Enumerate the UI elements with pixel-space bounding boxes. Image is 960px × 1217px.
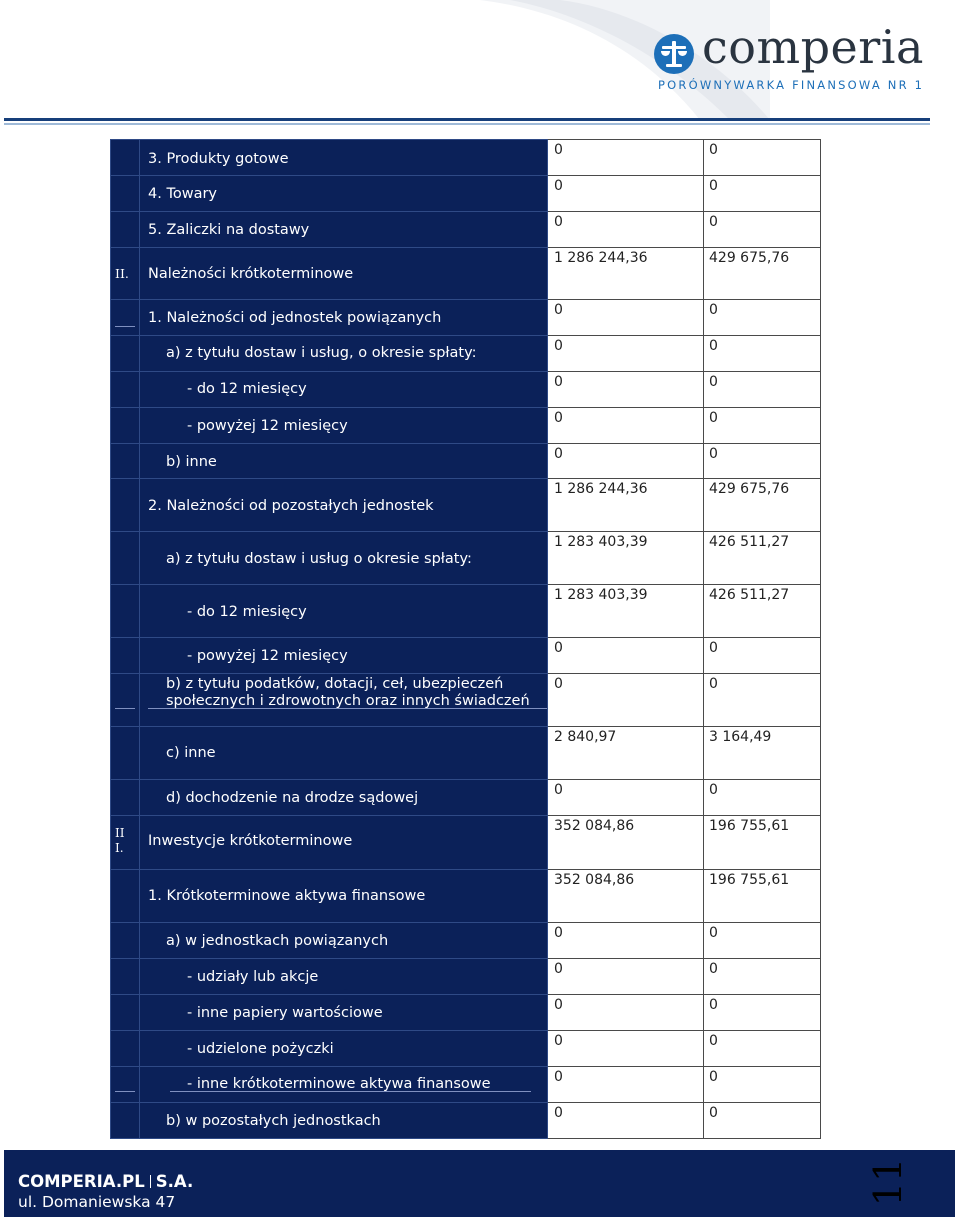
value-previous: 0	[709, 446, 718, 462]
value-cell-current	[548, 408, 704, 444]
row-label: a) z tytułu dostaw i usług, o okresie spłaty:	[166, 345, 477, 361]
value-current: 0	[554, 925, 563, 941]
value-current: 0	[554, 997, 563, 1013]
table-row	[111, 372, 821, 408]
row-label: Inwestycje krótkoterminowe	[148, 833, 353, 849]
row-label-cell	[140, 444, 548, 479]
row-label-cell	[140, 923, 548, 959]
row-number-cell	[111, 727, 140, 780]
value-cell-previous	[704, 532, 821, 585]
row-number-cell	[111, 176, 140, 212]
row-label: - udzielone pożyczki	[187, 1041, 334, 1057]
row-label-cell	[140, 1067, 548, 1103]
value-previous: 0	[709, 925, 718, 941]
row-number: III.	[115, 826, 125, 855]
row-label-cell	[140, 995, 548, 1031]
value-current: 0	[554, 410, 563, 426]
row-number-cell	[111, 959, 140, 995]
value-current: 0	[554, 374, 563, 390]
value-previous: 0	[709, 1069, 718, 1085]
footer-brand-suffix: S.A.	[155, 1172, 194, 1191]
row-label-cell	[140, 176, 548, 212]
table-row	[111, 176, 821, 212]
table-row	[111, 336, 821, 372]
value-cell-previous	[704, 176, 821, 212]
row-label: b) inne	[166, 454, 217, 470]
value-current: 0	[554, 1069, 563, 1085]
row-label: b) w pozostałych jednostkach	[166, 1113, 381, 1129]
value-cell-previous	[704, 300, 821, 336]
row-label: a) w jednostkach powiązanych	[166, 933, 389, 949]
value-cell-previous	[704, 212, 821, 248]
balance-sheet-table	[110, 139, 821, 1139]
row-number-cell	[111, 585, 140, 638]
page-number: 11	[866, 1157, 910, 1207]
row-label: - do 12 miesięcy	[187, 604, 307, 620]
row-label-cell	[140, 212, 548, 248]
table-row	[111, 408, 821, 444]
value-cell-current	[548, 816, 704, 870]
value-cell-previous	[704, 638, 821, 674]
value-previous: 0	[709, 142, 718, 158]
row-label-cell	[140, 674, 548, 727]
row-label: b) z tytułu podatków, dotacji, ceł, ubezpieczeń społecznych i zdrowotnych oraz innych świadczeń	[166, 676, 530, 709]
row-number-cell	[111, 816, 140, 870]
value-cell-current	[548, 212, 704, 248]
row-number-cell	[111, 638, 140, 674]
value-current: 2 840,97	[554, 729, 617, 745]
value-cell-current	[548, 870, 704, 923]
row-label: 2. Należności od pozostałych jednostek	[148, 498, 434, 514]
table-row	[111, 140, 821, 176]
row-label-cell	[140, 300, 548, 336]
value-previous: 0	[709, 782, 718, 798]
value-previous: 0	[709, 214, 718, 230]
value-previous: 0	[709, 961, 718, 977]
value-current: 1 283 403,39	[554, 587, 648, 603]
row-label-cell	[140, 638, 548, 674]
value-cell-previous	[704, 870, 821, 923]
value-cell-previous	[704, 1067, 821, 1103]
value-current: 1 286 244,36	[554, 481, 648, 497]
table-row	[111, 212, 821, 248]
row-label: - powyżej 12 miesięcy	[187, 418, 348, 434]
row-label: - powyżej 12 miesięcy	[187, 648, 348, 664]
value-cell-previous	[704, 336, 821, 372]
row-label: 3. Produkty gotowe	[148, 151, 289, 167]
value-cell-previous	[704, 585, 821, 638]
table-row	[111, 638, 821, 674]
value-current: 0	[554, 640, 563, 656]
row-number-cell	[111, 300, 140, 336]
row-number-cell	[111, 923, 140, 959]
value-current: 0	[554, 302, 563, 318]
value-cell-previous	[704, 1031, 821, 1067]
table-row	[111, 995, 821, 1031]
row-label-cell	[140, 1031, 548, 1067]
row-number-cell	[111, 372, 140, 408]
value-cell-current	[548, 336, 704, 372]
table-row	[111, 532, 821, 585]
value-current: 352 084,86	[554, 872, 635, 888]
row-number-cell	[111, 532, 140, 585]
value-cell-previous	[704, 959, 821, 995]
value-current: 0	[554, 961, 563, 977]
value-cell-previous	[704, 372, 821, 408]
value-current: 0	[554, 178, 563, 194]
row-label-cell	[140, 816, 548, 870]
value-cell-previous	[704, 479, 821, 532]
value-current: 0	[554, 782, 563, 798]
row-number-cell	[111, 248, 140, 300]
value-cell-current	[548, 1103, 704, 1139]
value-cell-previous	[704, 780, 821, 816]
value-cell-previous	[704, 995, 821, 1031]
table-row	[111, 870, 821, 923]
logo-tagline: PORÓWNYWARKA FINANSOWA NR 1	[658, 78, 925, 92]
row-number-cell	[111, 780, 140, 816]
value-cell-current	[548, 1031, 704, 1067]
header-divider-light	[4, 123, 930, 125]
row-label: - inne krótkoterminowe aktywa finansowe	[187, 1076, 491, 1092]
row-number-cell	[111, 674, 140, 727]
value-cell-current	[548, 638, 704, 674]
value-previous: 196 755,61	[709, 872, 790, 888]
row-label: - inne papiery wartościowe	[187, 1005, 383, 1021]
row-number-cell	[111, 444, 140, 479]
row-label-cell	[140, 727, 548, 780]
value-current: 352 084,86	[554, 818, 635, 834]
table-row	[111, 585, 821, 638]
row-number-cell	[111, 995, 140, 1031]
table-row	[111, 780, 821, 816]
value-previous: 0	[709, 640, 718, 656]
value-cell-previous	[704, 674, 821, 727]
row-label: 1. Krótkoterminowe aktywa finansowe	[148, 888, 426, 904]
row-label-cell	[140, 479, 548, 532]
value-current: 0	[554, 676, 563, 692]
value-cell-current	[548, 995, 704, 1031]
row-label-cell	[140, 140, 548, 176]
scales-icon	[654, 34, 694, 74]
value-cell-previous	[704, 816, 821, 870]
value-cell-previous	[704, 1103, 821, 1139]
page-footer	[4, 1150, 955, 1217]
value-cell-previous	[704, 408, 821, 444]
value-previous: 0	[709, 997, 718, 1013]
value-current: 1 286 244,36	[554, 250, 648, 266]
row-label-cell	[140, 585, 548, 638]
value-current: 0	[554, 1105, 563, 1121]
value-cell-previous	[704, 727, 821, 780]
value-current: 0	[554, 1033, 563, 1049]
table-row	[111, 923, 821, 959]
row-number-cell	[111, 1031, 140, 1067]
row-label: 4. Towary	[148, 186, 217, 202]
row-label-cell	[140, 532, 548, 585]
row-label-cell	[140, 372, 548, 408]
row-label: d) dochodzenie na drodze sądowej	[166, 790, 419, 806]
value-cell-current	[548, 140, 704, 176]
value-previous: 426 511,27	[709, 587, 790, 603]
row-number-cell	[111, 140, 140, 176]
value-previous: 196 755,61	[709, 818, 790, 834]
table-row	[111, 727, 821, 780]
value-cell-previous	[704, 923, 821, 959]
row-number-cell	[111, 212, 140, 248]
table-row	[111, 1103, 821, 1139]
value-previous: 0	[709, 1033, 718, 1049]
table-row	[111, 1067, 821, 1103]
value-cell-previous	[704, 140, 821, 176]
row-label-cell	[140, 248, 548, 300]
row-label: a) z tytułu dostaw i usług o okresie spłaty:	[166, 551, 472, 567]
value-previous: 0	[709, 1105, 718, 1121]
row-label: c) inne	[166, 745, 216, 761]
row-label: Należności krótkoterminowe	[148, 266, 354, 282]
row-label: 5. Zaliczki na dostawy	[148, 222, 310, 238]
value-cell-current	[548, 532, 704, 585]
value-previous: 0	[709, 410, 718, 426]
value-cell-current	[548, 727, 704, 780]
table-row	[111, 674, 821, 727]
value-current: 1 283 403,39	[554, 534, 648, 550]
value-current: 0	[554, 214, 563, 230]
value-cell-previous	[704, 444, 821, 479]
row-number-cell	[111, 408, 140, 444]
value-previous: 0	[709, 178, 718, 194]
value-cell-current	[548, 176, 704, 212]
value-cell-current	[548, 923, 704, 959]
table-row	[111, 444, 821, 479]
value-previous: 0	[709, 338, 718, 354]
value-current: 0	[554, 142, 563, 158]
row-label: - udziały lub akcje	[187, 969, 319, 985]
value-cell-current	[548, 585, 704, 638]
row-label-cell	[140, 959, 548, 995]
footer-address: ul. Domaniewska 47	[18, 1193, 176, 1211]
value-previous: 429 675,76	[709, 481, 790, 497]
value-cell-current	[548, 248, 704, 300]
row-label: 1. Należności od jednostek powiązanych	[148, 310, 442, 326]
value-cell-current	[548, 479, 704, 532]
value-previous: 426 511,27	[709, 534, 790, 550]
row-label-cell	[140, 870, 548, 923]
row-number-cell	[111, 479, 140, 532]
value-previous: 3 164,49	[709, 729, 772, 745]
row-label-cell	[140, 408, 548, 444]
value-previous: 0	[709, 302, 718, 318]
value-cell-current	[548, 780, 704, 816]
table-row	[111, 300, 821, 336]
value-cell-current	[548, 674, 704, 727]
table-row	[111, 248, 821, 300]
row-number-cell	[111, 336, 140, 372]
footer-brand-name: COMPERIA.PL	[18, 1172, 145, 1191]
table-row	[111, 816, 821, 870]
footer-brand	[18, 1172, 193, 1191]
row-label-cell	[140, 1103, 548, 1139]
value-cell-current	[548, 959, 704, 995]
value-cell-current	[548, 1067, 704, 1103]
value-cell-current	[548, 444, 704, 479]
row-number: II.	[115, 266, 129, 281]
header-divider	[4, 118, 930, 121]
row-number-cell	[111, 870, 140, 923]
row-label: - do 12 miesięcy	[187, 381, 307, 397]
value-cell-current	[548, 300, 704, 336]
value-previous: 0	[709, 676, 718, 692]
table-row	[111, 1031, 821, 1067]
value-previous: 0	[709, 374, 718, 390]
value-current: 0	[554, 446, 563, 462]
value-current: 0	[554, 338, 563, 354]
row-label-cell	[140, 336, 548, 372]
table-row	[111, 479, 821, 532]
value-previous: 429 675,76	[709, 250, 790, 266]
footer-brand-separator	[150, 1175, 151, 1188]
row-number-cell	[111, 1067, 140, 1103]
row-label-cell	[140, 780, 548, 816]
row-number-cell	[111, 1103, 140, 1139]
logo-wordmark: comperia	[702, 20, 924, 74]
value-cell-current	[548, 372, 704, 408]
table-row	[111, 959, 821, 995]
value-cell-previous	[704, 248, 821, 300]
